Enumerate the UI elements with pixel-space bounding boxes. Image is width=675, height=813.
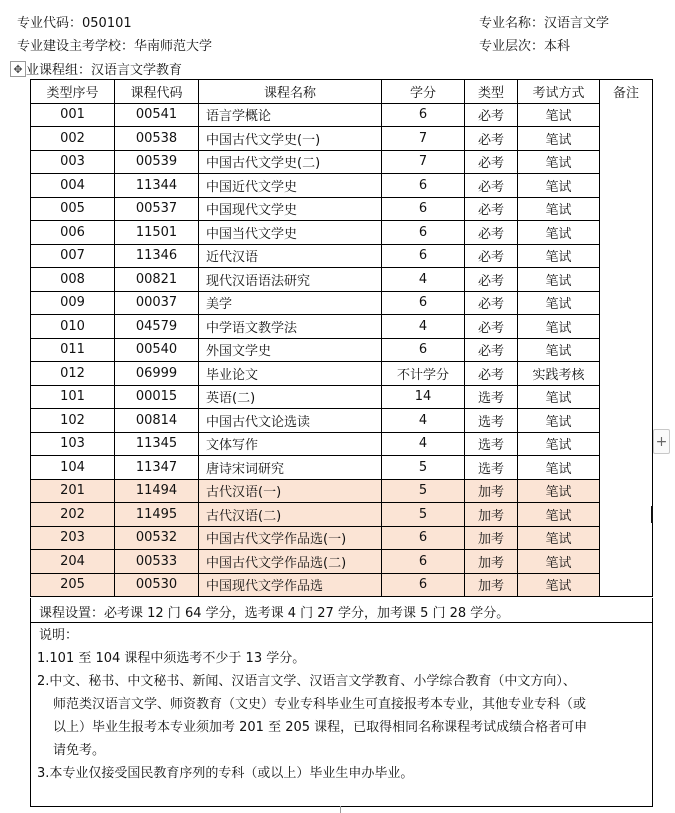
table-row bbox=[31, 174, 653, 198]
cell-remark bbox=[600, 174, 653, 198]
cell-type: 必考 bbox=[465, 127, 518, 151]
table-row bbox=[31, 503, 653, 527]
cell-seq: 101 bbox=[31, 385, 115, 409]
page-edge-marker bbox=[340, 806, 355, 813]
cell-code: 00532 bbox=[115, 526, 199, 550]
cell-exam: 笔试 bbox=[518, 573, 600, 597]
cell-type: 选考 bbox=[465, 409, 518, 433]
cell-exam: 笔试 bbox=[518, 197, 600, 221]
cell-remark bbox=[600, 409, 653, 433]
cell-type: 必考 bbox=[465, 291, 518, 315]
cell-seq: 103 bbox=[31, 432, 115, 456]
cell-seq: 205 bbox=[31, 573, 115, 597]
cell-type: 必考 bbox=[465, 197, 518, 221]
cell-credit: 7 bbox=[382, 150, 465, 174]
cell-name: 英语(二) bbox=[199, 385, 382, 409]
summary-text: 课程设置：必考课 12 门 64 学分，选考课 4 门 27 学分，加考课 5 门 28 学分。 bbox=[39, 606, 510, 621]
cell-name: 中学语文教学法 bbox=[199, 315, 382, 339]
cell-exam: 笔试 bbox=[518, 315, 600, 339]
note-line: 以上）毕业生报考本专业须加考 201 至 205 课程，已取得相同名称课程考试成绩合格者可申 bbox=[53, 720, 588, 735]
table-row bbox=[31, 338, 653, 362]
cell-remark bbox=[600, 315, 653, 339]
cell-seq: 201 bbox=[31, 479, 115, 503]
cell-code: 11346 bbox=[115, 244, 199, 268]
cell-code: 00015 bbox=[115, 385, 199, 409]
cell-exam: 笔试 bbox=[518, 268, 600, 292]
notes-title: 说明： bbox=[39, 628, 79, 643]
cell-remark bbox=[600, 573, 653, 597]
add-column-icon[interactable]: + bbox=[653, 429, 670, 454]
table-row bbox=[31, 432, 653, 456]
table-row bbox=[31, 385, 653, 409]
cell-exam: 笔试 bbox=[518, 221, 600, 245]
cell-credit: 5 bbox=[382, 479, 465, 503]
cell-name: 外国文学史 bbox=[199, 338, 382, 362]
cell-code: 00037 bbox=[115, 291, 199, 315]
cell-seq: 204 bbox=[31, 550, 115, 574]
cell-code: 00540 bbox=[115, 338, 199, 362]
cell-name: 中国当代文学史 bbox=[199, 221, 382, 245]
cell-type: 加考 bbox=[465, 503, 518, 527]
cell-remark bbox=[600, 479, 653, 503]
cell-seq: 006 bbox=[31, 221, 115, 245]
cell-exam: 笔试 bbox=[518, 456, 600, 480]
major-level: 专业层次：本科 bbox=[479, 39, 571, 54]
cell-type: 加考 bbox=[465, 479, 518, 503]
cell-credit: 5 bbox=[382, 456, 465, 480]
cell-name: 毕业论文 bbox=[199, 362, 382, 386]
cell-credit: 6 bbox=[382, 291, 465, 315]
cell-remark bbox=[600, 550, 653, 574]
cell-remark bbox=[600, 268, 653, 292]
major-name: 专业名称：汉语言文学 bbox=[479, 16, 610, 31]
cell-seq: 104 bbox=[31, 456, 115, 480]
cell-credit: 6 bbox=[382, 103, 465, 127]
cell-exam: 实践考核 bbox=[518, 362, 600, 386]
cell-code: 11494 bbox=[115, 479, 199, 503]
cell-name: 中国近代文学史 bbox=[199, 174, 382, 198]
cell-credit: 5 bbox=[382, 503, 465, 527]
cell-seq: 009 bbox=[31, 291, 115, 315]
cell-remark bbox=[600, 362, 653, 386]
cell-seq: 007 bbox=[31, 244, 115, 268]
cell-type: 必考 bbox=[465, 362, 518, 386]
cell-exam: 笔试 bbox=[518, 432, 600, 456]
table-row bbox=[31, 103, 653, 127]
note-line: 1.101 至 104 课程中须选考不少于 13 学分。 bbox=[37, 651, 306, 666]
cell-code: 11345 bbox=[115, 432, 199, 456]
cell-name: 现代汉语语法研究 bbox=[199, 268, 382, 292]
cell-credit: 6 bbox=[382, 174, 465, 198]
cell-exam: 笔试 bbox=[518, 244, 600, 268]
cell-remark bbox=[600, 197, 653, 221]
cell-code: 04579 bbox=[115, 315, 199, 339]
cell-seq: 003 bbox=[31, 150, 115, 174]
cell-exam: 笔试 bbox=[518, 103, 600, 127]
cell-remark bbox=[600, 103, 653, 127]
cell-exam: 笔试 bbox=[518, 291, 600, 315]
cell-seq: 102 bbox=[31, 409, 115, 433]
cell-name: 语言学概论 bbox=[199, 103, 382, 127]
table-row bbox=[31, 573, 653, 597]
cell-seq: 203 bbox=[31, 526, 115, 550]
cell-type: 必考 bbox=[465, 174, 518, 198]
cell-credit: 6 bbox=[382, 221, 465, 245]
cell-code: 00530 bbox=[115, 573, 199, 597]
major-code: 专业代码：050101 bbox=[17, 16, 132, 31]
cell-remark bbox=[600, 244, 653, 268]
table-row bbox=[31, 526, 653, 550]
cell-exam: 笔试 bbox=[518, 127, 600, 151]
cell-remark bbox=[600, 338, 653, 362]
table-row bbox=[31, 221, 653, 245]
cell-code: 00537 bbox=[115, 197, 199, 221]
cell-type: 必考 bbox=[465, 221, 518, 245]
table-row bbox=[31, 150, 653, 174]
cell-credit: 7 bbox=[382, 127, 465, 151]
cell-remark bbox=[600, 456, 653, 480]
cell-code: 00539 bbox=[115, 150, 199, 174]
cell-name: 中国古代文学史(一) bbox=[199, 127, 382, 151]
table-row bbox=[31, 479, 653, 503]
cell-remark bbox=[600, 291, 653, 315]
notes-box bbox=[30, 598, 653, 807]
cell-seq: 004 bbox=[31, 174, 115, 198]
note-line: 2.中文、秘书、中文秘书、新闻、汉语言文学、汉语言文学教育、小学综合教育（中文方向）、 bbox=[37, 674, 576, 689]
cell-credit: 6 bbox=[382, 197, 465, 221]
cell-name: 中国古代文学作品选(一) bbox=[199, 526, 382, 550]
table-row bbox=[31, 315, 653, 339]
cell-code: 00533 bbox=[115, 550, 199, 574]
table-row bbox=[31, 409, 653, 433]
cell-code: 11495 bbox=[115, 503, 199, 527]
header-name: 课程名称 bbox=[199, 80, 382, 104]
cell-remark bbox=[600, 526, 653, 550]
header-code: 课程代码 bbox=[115, 80, 199, 104]
header-exam: 考试方式 bbox=[518, 80, 600, 104]
cell-exam: 笔试 bbox=[518, 338, 600, 362]
cell-code: 00541 bbox=[115, 103, 199, 127]
course-group: 业课程组：汉语言文学教育 bbox=[26, 63, 183, 78]
cell-name: 中国古代文论选读 bbox=[199, 409, 382, 433]
table-header-row bbox=[31, 80, 653, 104]
cell-name: 美学 bbox=[199, 291, 382, 315]
cell-type: 必考 bbox=[465, 338, 518, 362]
cell-code: 11344 bbox=[115, 174, 199, 198]
note-line: 3.本专业仅接受国民教育序列的专科（或以上）毕业生申办毕业。 bbox=[37, 766, 414, 781]
cell-code: 00814 bbox=[115, 409, 199, 433]
table-row bbox=[31, 244, 653, 268]
table-row bbox=[31, 362, 653, 386]
header-credit: 学分 bbox=[382, 80, 465, 104]
cell-exam: 笔试 bbox=[518, 526, 600, 550]
cell-remark bbox=[600, 221, 653, 245]
move-handle-icon[interactable]: ✥ bbox=[10, 61, 26, 77]
summary-row bbox=[31, 598, 652, 623]
cell-credit: 4 bbox=[382, 432, 465, 456]
cell-seq: 001 bbox=[31, 103, 115, 127]
table-row bbox=[31, 291, 653, 315]
cell-seq: 202 bbox=[31, 503, 115, 527]
cell-exam: 笔试 bbox=[518, 479, 600, 503]
cell-name: 近代汉语 bbox=[199, 244, 382, 268]
cell-type: 加考 bbox=[465, 550, 518, 574]
cell-code: 11501 bbox=[115, 221, 199, 245]
cell-seq: 002 bbox=[31, 127, 115, 151]
cell-name: 古代汉语(一) bbox=[199, 479, 382, 503]
note-line: 师范类汉语言文学、师资教育（文史）专业专科毕业生可直接报考本专业，其他专业专科（或 bbox=[53, 697, 587, 712]
cell-type: 加考 bbox=[465, 573, 518, 597]
header-remark: 备注 bbox=[600, 80, 653, 104]
cell-code: 06999 bbox=[115, 362, 199, 386]
table-row bbox=[31, 268, 653, 292]
cell-remark bbox=[600, 150, 653, 174]
note-line: 请免考。 bbox=[53, 743, 106, 758]
cell-credit: 4 bbox=[382, 409, 465, 433]
cell-code: 00538 bbox=[115, 127, 199, 151]
cell-credit: 6 bbox=[382, 338, 465, 362]
cell-seq: 010 bbox=[31, 315, 115, 339]
cell-type: 必考 bbox=[465, 103, 518, 127]
cell-credit: 4 bbox=[382, 268, 465, 292]
cell-type: 必考 bbox=[465, 244, 518, 268]
cell-exam: 笔试 bbox=[518, 503, 600, 527]
cell-seq: 005 bbox=[31, 197, 115, 221]
cell-credit: 6 bbox=[382, 550, 465, 574]
cell-exam: 笔试 bbox=[518, 150, 600, 174]
table-row bbox=[31, 197, 653, 221]
cell-seq: 012 bbox=[31, 362, 115, 386]
cell-type: 必考 bbox=[465, 150, 518, 174]
cell-seq: 008 bbox=[31, 268, 115, 292]
cell-exam: 笔试 bbox=[518, 550, 600, 574]
cell-name: 中国现代文学作品选 bbox=[199, 573, 382, 597]
cell-type: 必考 bbox=[465, 315, 518, 339]
cell-credit: 14 bbox=[382, 385, 465, 409]
cell-type: 必考 bbox=[465, 268, 518, 292]
cell-seq: 011 bbox=[31, 338, 115, 362]
cell-credit: 4 bbox=[382, 315, 465, 339]
header-seq: 类型序号 bbox=[31, 80, 115, 104]
cell-name: 中国古代文学史(二) bbox=[199, 150, 382, 174]
cell-remark bbox=[600, 503, 653, 527]
cell-exam: 笔试 bbox=[518, 385, 600, 409]
cell-remark bbox=[600, 432, 653, 456]
cell-name: 古代汉语(二) bbox=[199, 503, 382, 527]
cell-type: 选考 bbox=[465, 385, 518, 409]
cell-credit: 6 bbox=[382, 526, 465, 550]
cell-code: 00821 bbox=[115, 268, 199, 292]
cell-exam: 笔试 bbox=[518, 409, 600, 433]
table-row bbox=[31, 127, 653, 151]
host-school: 专业建设主考学校：华南师范大学 bbox=[17, 39, 213, 54]
cell-remark bbox=[600, 385, 653, 409]
cell-credit: 6 bbox=[382, 244, 465, 268]
cell-remark bbox=[600, 127, 653, 151]
cell-credit: 6 bbox=[382, 573, 465, 597]
table-row bbox=[31, 456, 653, 480]
cell-type: 选考 bbox=[465, 456, 518, 480]
table-row bbox=[31, 550, 653, 574]
cell-code: 11347 bbox=[115, 456, 199, 480]
cell-name: 中国现代文学史 bbox=[199, 197, 382, 221]
cell-name: 中国古代文学作品选(二) bbox=[199, 550, 382, 574]
course-table bbox=[30, 79, 653, 597]
header-type: 类型 bbox=[465, 80, 518, 104]
cell-credit: 不计学分 bbox=[382, 362, 465, 386]
text-cursor bbox=[651, 506, 653, 523]
cell-type: 选考 bbox=[465, 432, 518, 456]
cell-exam: 笔试 bbox=[518, 174, 600, 198]
cell-name: 文体写作 bbox=[199, 432, 382, 456]
cell-type: 加考 bbox=[465, 526, 518, 550]
cell-name: 唐诗宋词研究 bbox=[199, 456, 382, 480]
